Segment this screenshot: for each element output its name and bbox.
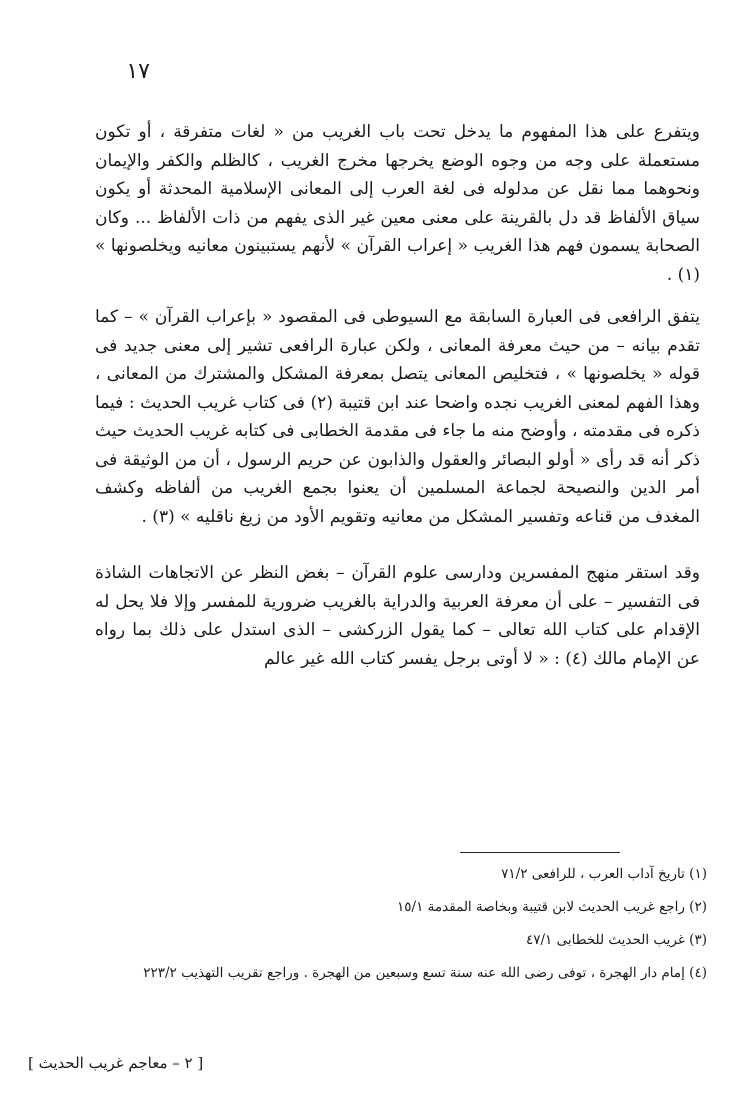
paragraph-3: وقد استقر منهج المفسرين ودارسى علوم القرآن – بغض النظر عن الاتجاهات الشاذة فى التفسير – على أن معرفة العربية والدراية بالغريب ضرورية للمفسر وإلا فلا يحل له الإقدام على كتاب الله تعالى – كما يقول الزركشى – الذى استدل على ذلك بما رواه عن الإمام مالك (٤) : « لا أوتى برجل يفسر كتاب الله غير عالم — [95, 563, 700, 669]
running-footer: [ ٢ – معاجم غريب الحديث ] — [28, 1054, 204, 1072]
footnote-2: (٢) راجع غريب الحديث لابن قتيبة وبخاصة المقدمة ١٥/١ — [397, 899, 707, 915]
footnote-1: (١) تاريخ آداب العرب ، للرافعى ٧١/٢ — [501, 866, 707, 882]
body-text — [95, 118, 700, 673]
footnote-divider — [460, 852, 620, 853]
page-number: ١٧ — [126, 59, 150, 84]
footnotes — [95, 862, 707, 994]
footnote-3: (٣) غريب الحديث للخطابى ٤٧/١ — [526, 932, 707, 948]
footnote-4: (٤) إمام دار الهجرة ، توفى رضى الله عنه سنة تسع وسبعين من الهجرة . وراجع تقريب التهذيب ٢٢٣/٢ — [143, 965, 707, 981]
paragraph-1: ويتفرع على هذا المفهوم ما يدخل تحت باب الغريب من « لغات متفرقة ، أو تكون مستعملة على وجه من وجوه الوضع يخرجها مخرج الغريب ، كالظلم والكفر والإيمان ونحوهما مما نقل عن مدلوله فى لغة العرب إلى المعانى الإسلامية المحدثة أو يكون سياق الألفاظ قد دل بالقرينة على معنى معين غير الذى يفهم من ذات الألفاظ ... وكان الصحابة يسمون فهم هذا الغريب « إعراب القرآن » لأنهم يستبينون معانيه ويخلصونها » (١) . — [95, 122, 700, 285]
paragraph-2: يتفق الرافعى فى العبارة السابقة مع السيوطى فى المقصود « بإعراب القرآن » – كما تقدم بيانه – من حيث معرفة المعانى ، ولكن عبارة الرافعى تشير إلى معنى جديد فى قوله « يخلصونها » ، فتخليص المعانى يتصل بمعرفة المشكل والمشترك من المعانى ، وهذا الفهم لمعنى الغريب نجده واضحا عند ابن قتيبة (٢) فى كتاب غريب الحديث : فيما ذكره فى مقدمته ، وأوضح منه ما جاء فى مقدمة الخطابى فى كتابه غريب الحديث حيث ذكر أنه قد رأى « أولو البصائر والعقول والذابون عن حريم الرسول ، أن من الوثيقة فى أمر الدين والنصيحة لجماعة المسلمين أن يعنوا بجمع الغريب من ألفاظه وكشف المغدف من قناعه وتفسير المشكل من معانيه وتقويم الأود من زيغ ناقليه » (٣) . — [95, 307, 700, 527]
